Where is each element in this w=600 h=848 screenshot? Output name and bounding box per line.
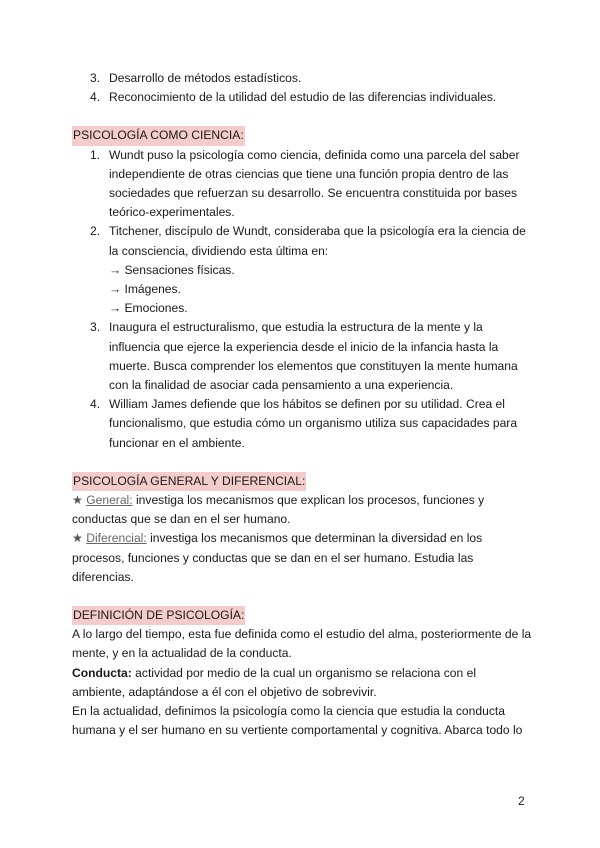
list-item <box>72 88 532 107</box>
star-icon: ★ <box>72 531 83 546</box>
list-item <box>72 318 532 395</box>
section-heading-ciencia: PSICOLOGÍA COMO CIENCIA: <box>72 126 245 145</box>
star-icon: ★ <box>72 493 83 508</box>
sublist-item: → Emociones. <box>109 301 188 316</box>
paragraph <box>72 664 532 702</box>
list-item <box>72 146 532 223</box>
list-text: Wundt puso la psicología como ciencia, definida como una parcela del saber independiente de otras ciencias que tiene una función propia dentro de las sociedades que refuerzan su desarrollo. Se encuentra constituida por bases teórico-experimentales. <box>109 147 520 220</box>
term-label: Diferencial: <box>86 531 147 546</box>
bullet-paragraph <box>72 491 532 529</box>
list-text: Reconocimiento de la utilidad del estudio de las diferencias individuales. <box>109 90 497 105</box>
term-label: General: <box>86 493 133 508</box>
list-item <box>72 222 532 318</box>
term-definition: investiga los mecanismos que explican los procesos, funciones y conductas que se dan en el ser humano. <box>72 493 485 527</box>
paragraph: En la actualidad, definimos la psicología como la ciencia que estudia la conducta humana y el ser humano en su vertiente comportamental y cognitiva. Abarca todo lo <box>72 704 523 738</box>
bullet-paragraph <box>72 529 532 587</box>
list-text: William James defiende que los hábitos se definen por su utilidad. Crea el funcionalismo, que estudia cómo un organismo utiliza sus capacidades para funcionar en el ambiente. <box>109 397 518 450</box>
bold-term: Conducta: <box>72 665 132 680</box>
list-text: Desarrollo de métodos estadísticos. <box>109 71 302 85</box>
list-text: Titchener, discípulo de Wundt, consideraba que la psicología era la ciencia de la consciencia, dividiendo esta última en: <box>109 224 526 258</box>
page-number: 2 <box>518 794 525 808</box>
paragraph: A lo largo del tiempo, esta fue definida como el estudio del alma, posteriormente de la mente, y en la actualidad de la conducta. <box>72 627 532 661</box>
list-number: 1. <box>90 147 101 162</box>
list-number: 2. <box>90 224 101 239</box>
list-text: Inaugura el estructuralismo, que estudia la estructura de la mente y la influencia que ejerce la experiencia desde el inicio de la infancia hasta la muerte. Busca comprender los elementos que constituyen la mente humana con la finalidad de asociar cada pensamiento a una experiencia. <box>109 320 518 393</box>
term-definition: investiga los mecanismos que determinan la diversidad en los procesos, funciones y conductas que se dan en el ser humano. Estudia las diferencias. <box>72 531 483 584</box>
sublist-item: → Imágenes. <box>109 282 181 297</box>
page-content <box>72 69 532 741</box>
list-item <box>72 395 532 453</box>
sublist-item: → Sensaciones físicas. <box>109 262 235 277</box>
section-heading-definicion: DEFINICIÓN DE PSICOLOGÍA: <box>72 606 245 625</box>
list-number: 4. <box>90 397 101 412</box>
list-number: 4. <box>90 90 101 105</box>
list-number: 3. <box>90 320 101 335</box>
list-number: 3. <box>90 71 101 85</box>
term-definition: actividad por medio de la cual un organismo se relaciona con el ambiente, adaptándose a él con el objetivo de sobrevivir. <box>72 665 477 699</box>
section-heading-general-diferencial: PSICOLOGÍA GENERAL Y DIFERENCIAL: <box>72 472 306 491</box>
list-item <box>72 69 532 88</box>
